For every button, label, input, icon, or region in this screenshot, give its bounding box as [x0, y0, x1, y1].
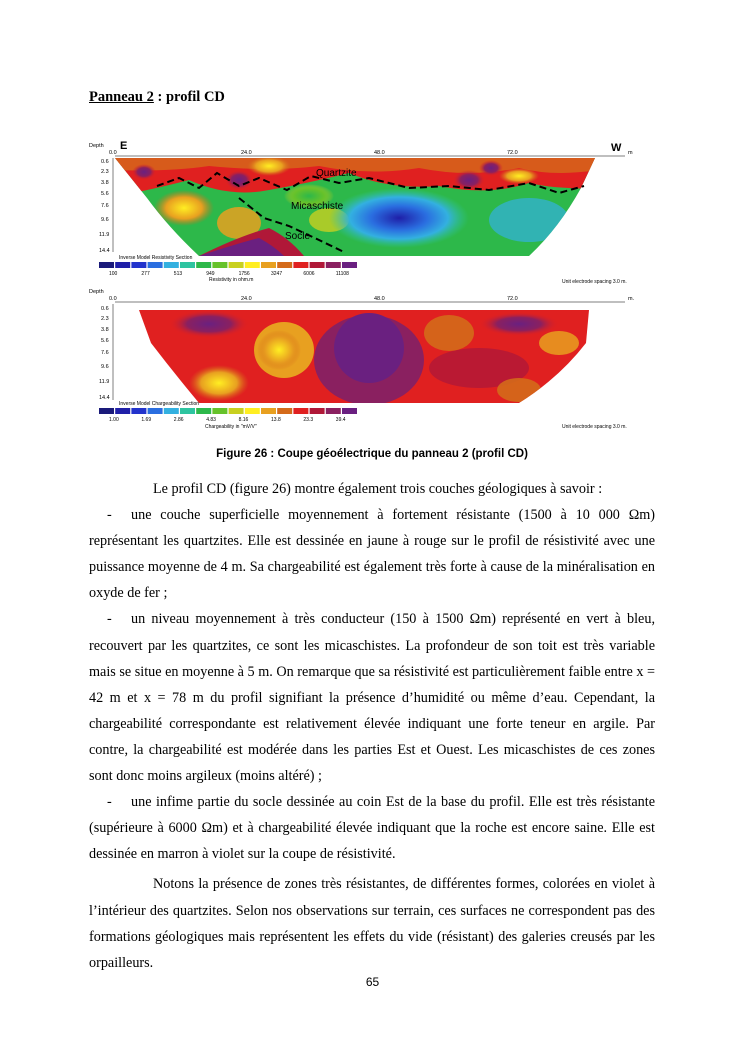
scale-swatch	[277, 262, 292, 268]
chg-x-ticks	[109, 296, 518, 302]
res-x-tick: 48.0	[374, 150, 385, 156]
bullet-text: un niveau moyennement à très conducteur (150 à 1500 Ωm) représenté en vert à bleu, recouvert par les quartzites, ce sont les micaschistes. La profondeur de son toit est très variable mais se situe en moyenne à 5 m. On remarque que sa résistivité est particulièrement faible entre x = 42 m et x = 78 m du profil signifiant la présence d’humidité ou même d’eau. Cependant, la chargeabilité correspondante est relativement élevée indiquant une forte teneur en argile. Par contre, la chargeabilité est modérée dans les parties Est et Ouest. Les micaschistes de ces zones sont donc moins argileux (moins altéré) ;	[89, 611, 655, 785]
heading-profile-label: : profil CD	[153, 89, 225, 105]
res-depth-tick: 3.8	[101, 180, 109, 186]
res-x-tick: 0.0	[109, 150, 117, 156]
chg-x-unit: m.	[628, 296, 635, 302]
scale-swatch	[148, 262, 163, 268]
res-depth-tick: 9.6	[101, 217, 109, 223]
scale-swatch	[245, 408, 260, 414]
scale-value-label: 6006	[303, 271, 315, 277]
chg-depth-tick: 5.6	[101, 338, 109, 344]
chg-depth-tick: 2.3	[101, 316, 109, 322]
res-depth-tick: 5.6	[101, 191, 109, 197]
chg-x-tick: 72.0	[507, 296, 518, 302]
scale-swatch	[342, 262, 357, 268]
scale-swatch	[115, 408, 130, 414]
figure-svg	[89, 128, 655, 440]
scale-swatch	[261, 408, 276, 414]
scale-value-label: 1756	[238, 271, 250, 277]
chg-depth-tick: 14.4	[99, 395, 110, 401]
res-depth-label: Depth	[89, 143, 104, 149]
chg-scale-unit: Chargeability in "mV/V"	[205, 424, 257, 430]
chg-spacing-note: Unit electrode spacing 3.0 m.	[562, 424, 627, 430]
scale-value-label: 39.4	[335, 417, 346, 423]
res-depth-tick: 7.6	[101, 203, 109, 209]
res-east-label: E	[120, 140, 128, 152]
figure-caption: Figure 26 : Coupe géoélectrique du panneau 2 (profil CD)	[216, 448, 528, 460]
scale-swatch	[229, 262, 244, 268]
scale-value-label: 949	[206, 271, 215, 277]
scale-swatch	[99, 262, 114, 268]
scale-swatch	[131, 262, 146, 268]
scale-swatch	[326, 408, 341, 414]
layer-label-micaschiste: Micaschiste	[291, 201, 344, 212]
scale-value-label: 100	[109, 271, 118, 277]
bullet-text: une infime partie du socle dessinée au coin Est de la base du profil. Elle est très résistante (supérieure à 6000 Ωm) et à chargeabilité élevée indiquant que la roche est encore saine. Elle est dessinée en marron à violet sur la coupe de résistivité.	[89, 794, 655, 863]
scale-swatch	[293, 408, 308, 414]
res-west-label: W	[611, 142, 622, 154]
layer-label-quartzite: Quartzite	[316, 168, 357, 179]
res-depth-tick: 2.3	[101, 169, 109, 175]
scale-swatch	[212, 408, 227, 414]
bullet-dash: -	[107, 507, 112, 524]
bullet-micaschistes	[89, 606, 655, 789]
bullet-socle	[89, 789, 655, 867]
scale-value-label: 8.16	[238, 417, 249, 423]
chargeability-pseudosection	[129, 304, 599, 406]
layer-label-socle: Socle	[285, 231, 311, 242]
scale-swatch	[99, 408, 114, 414]
paragraph-intro: Le profil CD (figure 26) montre également trois couches géologiques à savoir :	[153, 481, 603, 497]
res-x-tick: 24.0	[241, 150, 252, 156]
chg-depth-tick: 0.6	[101, 306, 109, 312]
chg-section-title: Inverse Model Chargeability Section	[119, 401, 200, 407]
res-x-unit: m	[628, 150, 633, 156]
scale-value-label: 513	[173, 271, 183, 277]
chargeability-section	[89, 289, 635, 430]
scale-value-label: 1.69	[141, 417, 152, 423]
bullet-quartzites	[89, 502, 655, 606]
resistivity-section	[89, 140, 633, 285]
chg-x-tick: 48.0	[374, 296, 385, 302]
res-section-title: Inverse Model Resistivity Section	[119, 255, 193, 261]
res-x-ticks	[109, 150, 518, 156]
scale-value-label: 277	[141, 271, 150, 277]
section-heading	[89, 89, 225, 106]
scale-value-label: 11108	[335, 271, 349, 277]
scale-swatch	[180, 262, 195, 268]
scale-value-label: 1.00	[109, 417, 119, 423]
chg-x-tick: 0.0	[109, 296, 117, 302]
scale-value-label: 2.86	[173, 417, 184, 423]
bullet-dash: -	[107, 611, 112, 628]
scale-swatch	[310, 408, 325, 414]
scale-value-label: 4.83	[206, 417, 216, 423]
res-x-tick: 72.0	[507, 150, 518, 156]
scale-swatch	[180, 408, 195, 414]
paragraph-final: Notons la présence de zones très résistantes, de différentes formes, colorées en violet à l’intérieur des quartzites. Selon nos observations sur terrain, ces surfaces ne correspondent pas des formations géologiques mais représentent les effets du vide (résistant) des galeries creusés par les orpailleurs.	[89, 876, 655, 971]
bullet-text: une couche superficielle moyennement à fortement résistante (1500 à 10 000 Ωm) représentant les quartzites. Elle est dessinée en jaune à rouge sur le profil de résistivité avec une puissance moyenne de 4 m. Sa chargeabilité est également très forte à cause de la minéralisation en oxyde de fer ;	[89, 507, 655, 602]
scale-value-label: 23.3	[303, 417, 314, 423]
chg-depth-ticks	[99, 306, 110, 401]
heading-panel-label: Panneau 2	[89, 89, 154, 105]
chargeability-colour-scale	[99, 408, 357, 423]
page-number: 65	[365, 975, 380, 989]
res-depth-ticks	[99, 159, 110, 254]
chg-depth-tick: 3.8	[101, 327, 109, 333]
scale-swatch	[245, 262, 260, 268]
scale-swatch	[326, 262, 341, 268]
bullet-dash: -	[107, 794, 112, 811]
scale-swatch	[148, 408, 163, 414]
scale-swatch	[277, 408, 292, 414]
chg-depth-label: Depth	[89, 289, 104, 295]
scale-value-label: 3247	[271, 271, 283, 277]
chg-depth-tick: 9.6	[101, 364, 109, 370]
res-depth-tick: 11.9	[99, 232, 110, 238]
geoelectric-figure	[89, 128, 655, 440]
resistivity-pseudosection	[109, 156, 609, 258]
chg-x-tick: 24.0	[241, 296, 252, 302]
scale-swatch	[131, 408, 146, 414]
res-depth-tick: 0.6	[101, 159, 109, 165]
scale-swatch	[342, 408, 357, 414]
body-text	[89, 476, 655, 976]
scale-swatch	[293, 262, 308, 268]
scale-swatch	[229, 408, 244, 414]
scale-swatch	[261, 262, 276, 268]
scale-swatch	[196, 262, 211, 268]
scale-swatch	[164, 262, 179, 268]
res-scale-unit: Resistivity in ohm.m	[209, 277, 254, 283]
scale-swatch	[310, 262, 325, 268]
res-depth-tick: 14.4	[99, 248, 110, 254]
scale-value-label: 13.8	[271, 417, 281, 423]
scale-swatch	[115, 262, 130, 268]
chg-depth-tick: 7.6	[101, 350, 109, 356]
scale-swatch	[164, 408, 179, 414]
resistivity-colour-scale	[99, 262, 357, 277]
chg-depth-tick: 11.9	[99, 379, 110, 385]
scale-swatch	[212, 262, 227, 268]
res-spacing-note: Unit electrode spacing 3.0 m.	[562, 279, 627, 285]
scale-swatch	[196, 408, 211, 414]
